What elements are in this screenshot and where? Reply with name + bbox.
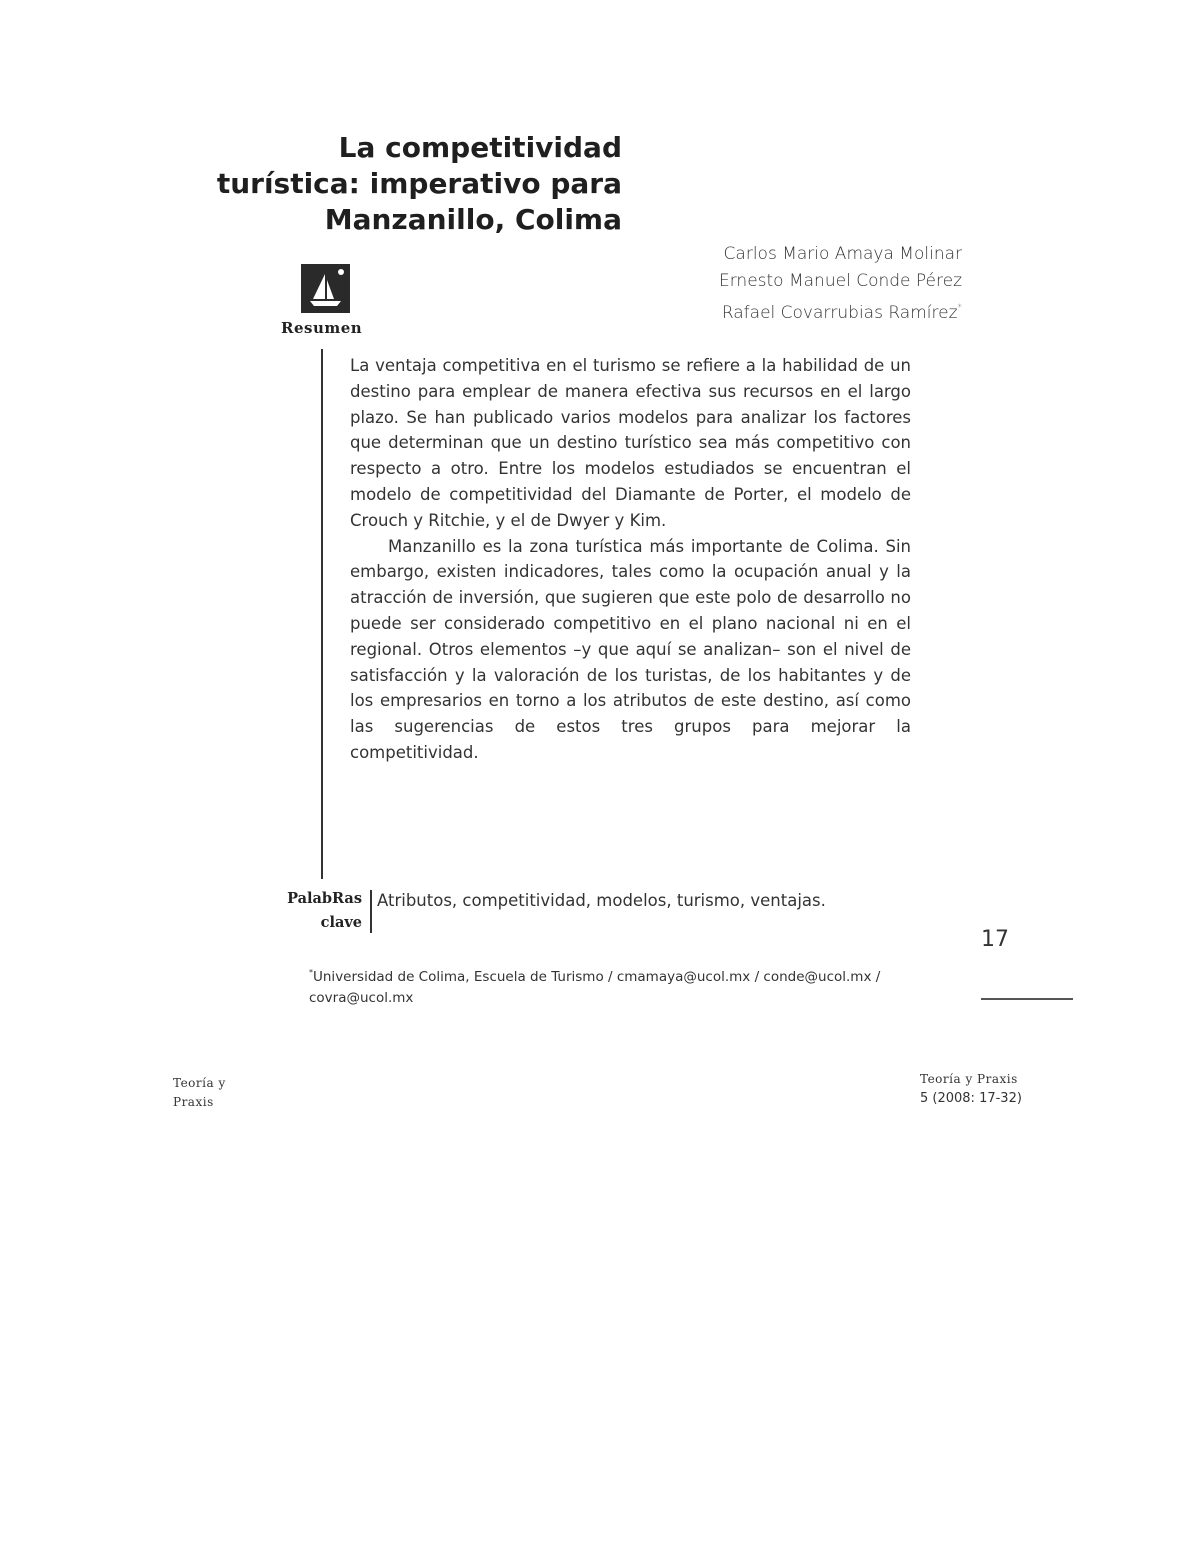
keywords-divider — [370, 890, 372, 933]
author-list — [600, 241, 962, 327]
title-line: Manzanillo, Colima — [324, 203, 622, 236]
article-title — [160, 130, 622, 238]
journal-name-left — [173, 1074, 226, 1112]
keywords-text: Atributos, competitividad, modelos, turismo, ventajas. — [377, 891, 826, 910]
keywords-label — [262, 887, 362, 935]
author-name: Ernesto Manuel Conde Pérez — [718, 271, 962, 291]
keywords-label-line: clave — [320, 914, 362, 931]
author-line — [600, 295, 962, 327]
page-number: 17 — [981, 927, 1009, 952]
footnote-text: Universidad de Colima, Escuela de Turismo / cmamaya@ucol.mx / conde@ucol.mx / covra@ucol.mx — [309, 969, 881, 1006]
footnote-mark: * — [957, 303, 962, 313]
abstract-heading: Resumen — [281, 319, 363, 337]
journal-name-line: Teoría y — [173, 1076, 226, 1090]
abstract-body — [350, 353, 911, 766]
journal-citation — [920, 1069, 1022, 1109]
title-line: La competitividad — [338, 131, 622, 164]
abstract-paragraph: La ventaja competitiva en el turismo se refiere a la habilidad de un destino para emplear de manera efectiva sus recursos en el largo plazo. Se han publicado varios modelos para analizar los factores que determinan que un destino turístico sea más competitivo con respecto a otro. Entre los modelos estudiados se encuentran el modelo de competitividad del Diamante de Porter, el modelo de Crouch y Ritchie, y el de Dwyer y Kim. — [350, 356, 911, 530]
journal-issue: 5 (2008: 17-32) — [920, 1091, 1022, 1106]
sailboat-icon — [301, 264, 350, 313]
title-line: turística: imperativo para — [216, 167, 622, 200]
author-name: Rafael Covarrubias Ramírez — [721, 303, 958, 323]
abstract-paragraph: Manzanillo es la zona turística más importante de Colima. Sin embargo, existen indicadores, tales como la ocupación anual y la atracción de inversión, que sugieren que este polo de desarrollo no puede ser considerado competitivo en el plano nacional ni en el regional. Otros elementos –y que aquí se analizan– son el nivel de satisfacción y la valoración de los turistas, de los habitantes y de los empresarios en torno a los atributos de este destino, así como las sugerencias de estos tres grupos para mejorar la competitividad. — [350, 536, 911, 762]
footnote — [309, 962, 909, 1009]
keywords-label-line: PalabRas — [287, 890, 362, 907]
page-number-rule — [981, 998, 1073, 1000]
abstract-divider — [321, 349, 323, 879]
journal-name: Teoría y Praxis — [920, 1072, 1018, 1086]
journal-name-line: Praxis — [173, 1095, 214, 1109]
footnote-mark: * — [309, 968, 313, 977]
author-name: Carlos Mario Amaya Molinar — [723, 244, 962, 264]
